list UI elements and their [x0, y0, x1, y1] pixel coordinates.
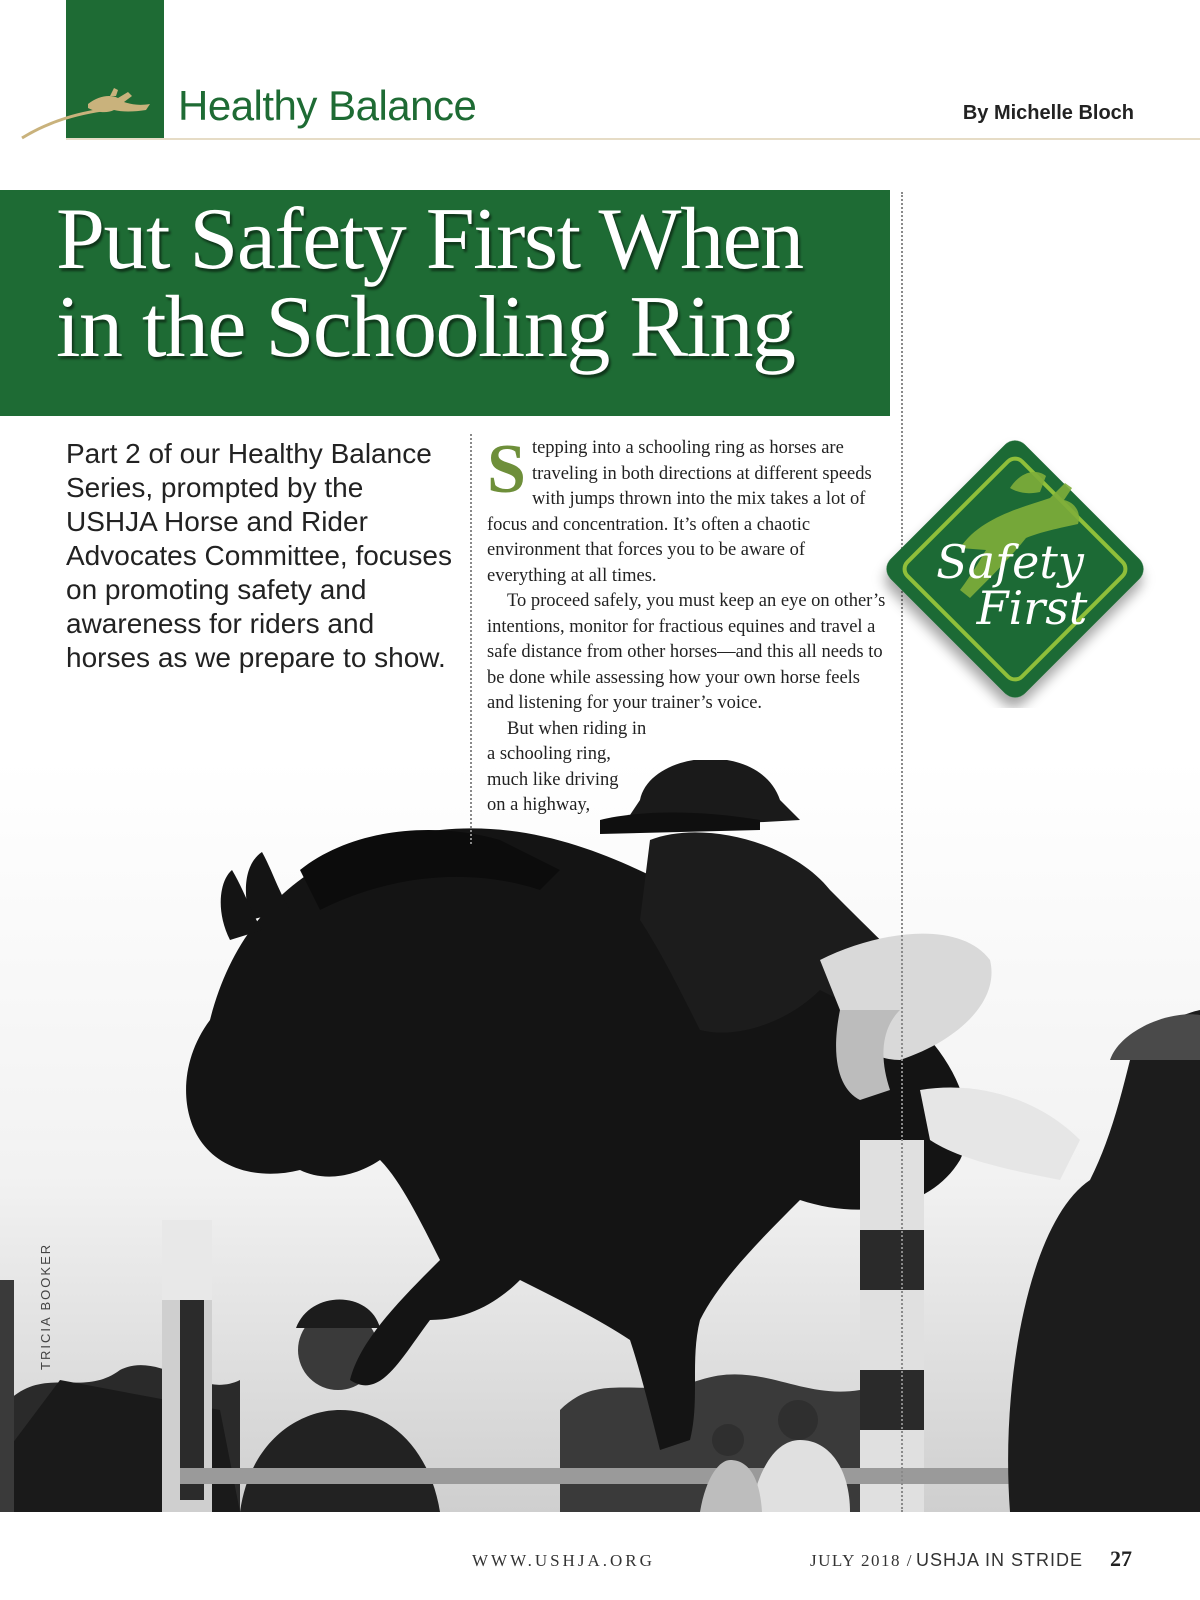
page-number: 27: [1110, 1546, 1132, 1571]
intro-deck: Part 2 of our Healthy Balance Series, prompted by the USHJA Horse and Rider Advocates Committee, focuses on promoting safety and awareness for riders and horses as we prepare to show.: [66, 438, 452, 673]
column-divider-right: [901, 192, 903, 1512]
header-rule: [66, 138, 1200, 140]
byline: By Michelle Bloch: [962, 102, 1134, 124]
footer-magazine: USHJA IN STRIDE: [916, 1550, 1084, 1570]
headline-line-2: in the Schooling Ring: [56, 279, 795, 376]
column-divider-left: [470, 434, 472, 844]
drop-cap: S: [487, 431, 526, 508]
paragraph-3-line-3: much like driving: [487, 769, 619, 790]
footer-url[interactable]: WWW.USHJA.ORG: [472, 1551, 655, 1570]
safety-first-badge: [860, 428, 1170, 708]
section-title: Healthy Balance: [178, 82, 477, 129]
horse-jumping-photo: [0, 760, 1200, 1512]
paragraph-3-line-1: But when riding in: [507, 718, 647, 739]
horse-logo-icon: [18, 82, 158, 142]
paragraph-1-text: tepping into a schooling ring as horses are traveling in both directions at different speeds with jumps thrown into the mix takes a lot of focus and concentration. It’s often a chaotic environment that forces you to be aware of everything at all times.: [487, 438, 872, 586]
paragraph-3: [487, 717, 887, 819]
article-body: [487, 431, 887, 819]
headline-line-1: Put Safety First When: [56, 191, 803, 288]
headline: [56, 191, 896, 376]
badge-line-1: Safety: [936, 535, 1084, 589]
photo-credit: TRICIA BOOKER: [38, 1242, 53, 1370]
paragraph-2: To proceed safely, you must keep an eye on other’s intentions, monitor for fractious equines and travel a safe distance from other horses—and this all needs to be done while assessing how your own horse feels and listening for your trainer’s voice.: [487, 591, 886, 713]
paragraph-3-line-4: on a highway,: [487, 795, 591, 815]
paragraph-1: [487, 431, 887, 589]
paragraph-3-line-2: a schooling ring,: [487, 744, 611, 764]
badge-line-2: First: [976, 581, 1088, 635]
footer-issue: JULY 2018 /: [810, 1551, 913, 1570]
